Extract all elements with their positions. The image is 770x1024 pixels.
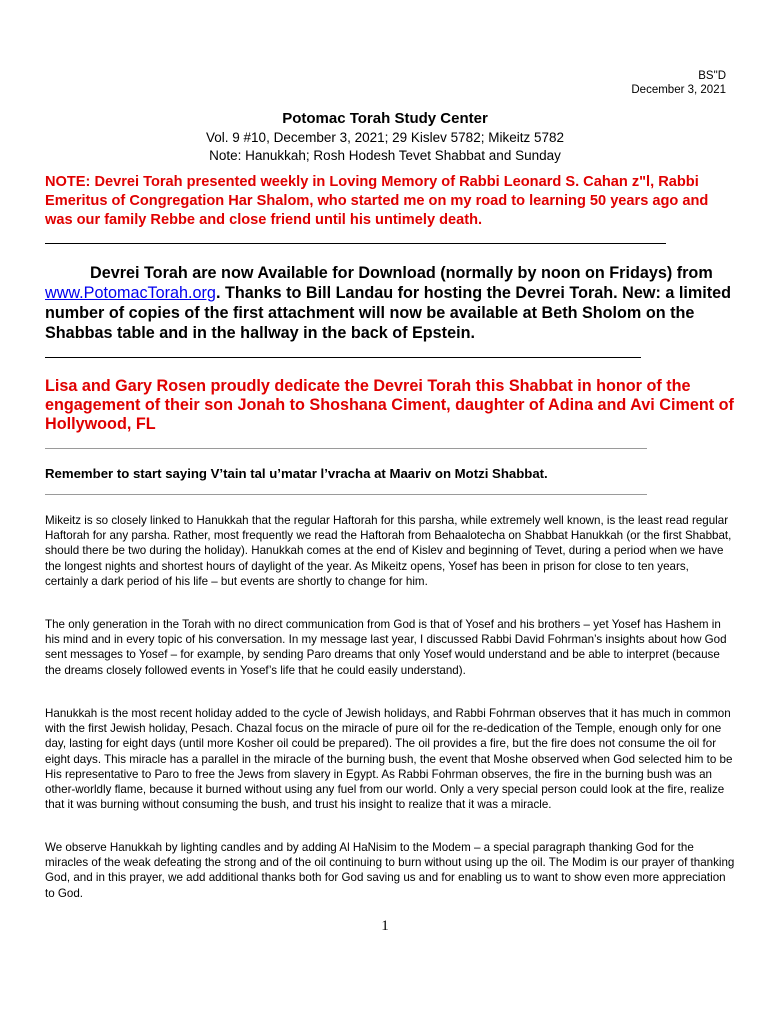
page-number: 1 (381, 918, 389, 934)
body-paragraph: The only generation in the Torah with no direct communication from God is that of Yosef and his brothers – yet Yosef has Hashem in his mind and in every topic of his conversation. In my message last year, I discussed Rabbi David Fohrman’s insights about how God sent messages to Yosef – for example, by sending Paro dreams that only Yosef would understand and be able to interpret (because the dreams closely followed events in Yosef’s life that he could easily understand). (45, 618, 727, 677)
download-text-end: . Thanks to Bill Landau for hosting the Devrei Torah. New: a limited number of copies of the first attachment will now be available at Beth Sholom on the Shabbas table and in the hallway in the back of Epstein. (45, 284, 732, 342)
divider-rule (45, 243, 666, 244)
body-paragraph: Mikeitz is so closely linked to Hanukkah that the regular Haftorah for this parsha, while extremely well known, is the least read regular Haftorah for any parsha. Rather, most frequently we read the Haftorah from Behaalotecha on Shabbat Hanukkah (or the first Shabbat, should there be two during the holiday). Hanukkah comes at the end of Kislev and beginning of Tevet, during a period when we have the longest nights and shortest hours of daylight of the year. As Mikeitz opens, Yosef has been in prison for close to ten years, certainly a dark period of his life – but events are shortly to change for him. (45, 514, 732, 588)
divider-rule (45, 494, 647, 495)
page-title: Potomac Torah Study Center (282, 110, 488, 127)
divider-rule (45, 357, 641, 358)
divider-rule (45, 448, 647, 449)
download-notice (45, 263, 745, 343)
potomac-torah-link[interactable]: www.PotomacTorah.org (45, 284, 216, 302)
download-text-start: Devrei Torah are now Available for Download (normally by noon on Fridays) from (90, 264, 713, 282)
bsd-mark: BS"D (698, 70, 726, 82)
note-line: Note: Hanukkah; Rosh Hodesh Tevet Shabbat and Sunday (209, 148, 561, 163)
header-date: December 3, 2021 (631, 84, 726, 96)
dedication-text: Lisa and Gary Rosen proudly dedicate the Devrei Torah this Shabbat in honor of the engagement of their son Jonah to Shoshana Ciment, daughter of Adina and Avi Ciment of Hollywood, FL (45, 377, 734, 433)
body-paragraph: Hanukkah is the most recent holiday added to the cycle of Jewish holidays, and Rabbi Fohrman observes that it has much in common with the first Jewish holiday, Pesach. Chazal focus on the miracle of pure oil for the re-dedication of the Temple, enough only for one day, lasting for eight days (until more Kosher oil could be prepared). The oil provides a fire, but the fire does not consume the oil for eight days. This miracle has a parallel in the miracle of the burning bush, the event that Moshe observed when God selected him to be His representative to Paro to free the Jews from slavery in Egypt. As Rabbi Fohrman observes, the fire in the burning bush was an other-worldly flame, because it burned without using any fuel from our world. Only a very special person could look at the fire, realize that it was burning without consuming the bush, and trust his insight to realize that it was a miracle. (45, 707, 733, 812)
reminder-text: Remember to start saying V’tain tal u’matar l’vracha at Maariv on Motzi Shabbat. (45, 466, 548, 481)
body-paragraph: We observe Hanukkah by lighting candles and by adding Al HaNisim to the Modem – a special paragraph thanking God for the miracles of the weak defeating the strong and of the oil continuing to burn without using up the oil. The Modim is our prayer of thanking God, and in this prayer, we add additional thanks both for God saving us and for enabling us to want to show even more appreciation to God. (45, 841, 735, 900)
volume-line: Vol. 9 #10, December 3, 2021; 29 Kislev 5782; Mikeitz 5782 (206, 130, 564, 145)
memorial-note: NOTE: Devrei Torah presented weekly in Loving Memory of Rabbi Leonard S. Cahan z"l, Rabbi Emeritus of Congregation Har Shalom, who started me on my road to learning 50 years ago and was our family Rebbe and close friend until his untimely death. (45, 174, 709, 228)
